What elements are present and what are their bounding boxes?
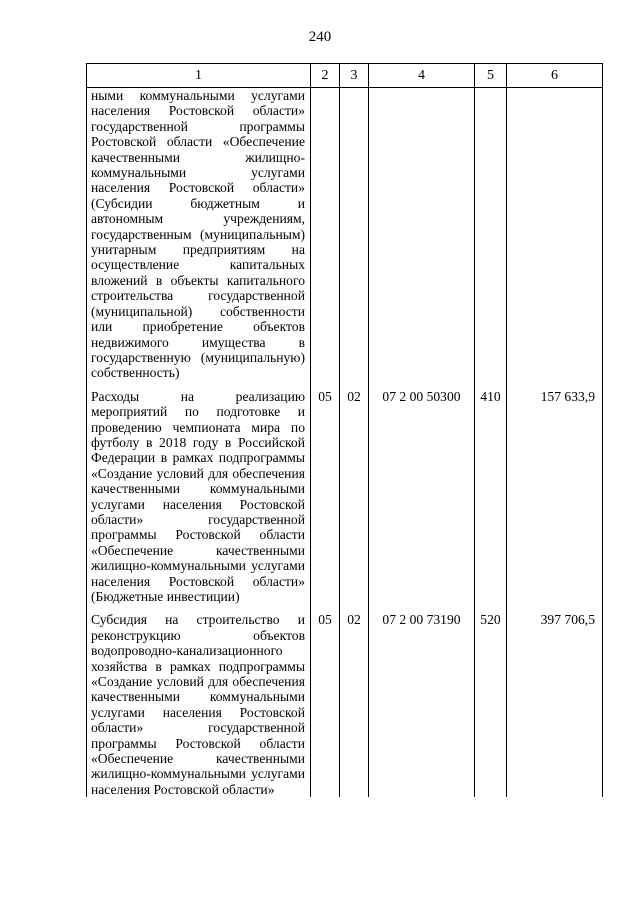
- table-row: [87, 381, 603, 605]
- row-amount: [507, 88, 603, 381]
- page-number: 240: [308, 29, 332, 45]
- header-col-1: 1: [87, 64, 311, 88]
- header-col-6: 6: [507, 64, 603, 88]
- row-expense-type: 520: [475, 604, 507, 797]
- header-col-4: 4: [369, 64, 475, 88]
- table-row: [87, 604, 603, 797]
- budget-table: [86, 63, 603, 797]
- row-expense-type: [475, 88, 507, 381]
- table-header-row: [87, 64, 603, 88]
- header-col-3: 3: [340, 64, 369, 88]
- row-description: ными коммунальными услугами населения Ростовской области» государственной программы Ростовской области «Обеспечение качественными жилищно-коммунальными услугами населения Ростовской области» (Субсидии бюджетным и автономным учреждениям, государственным (муниципальным) унитарным предприятиям на осуществление капитальных вложений в объекты капитального строительства государственной (муниципальной) собственности или приобретение объектов недвижимого имущества в государственную (муниципальную) собственность): [87, 88, 311, 381]
- row-target-code: 07 2 00 73190: [369, 604, 475, 797]
- table-row: [87, 88, 603, 381]
- row-subsection: 02: [340, 604, 369, 797]
- row-subsection: [340, 88, 369, 381]
- row-description: Расходы на реализацию мероприятий по подготовке и проведению чемпионата мира по футболу в 2018 году в Российской Федерации в рамках подпрограммы «Создание условий для обеспечения качественными коммунальными услугами населения Ростовской области» государственной программы Ростовской области «Обеспечение качественными жилищно-коммунальными услугами населения Ростовской области» (Бюджетные инвестиции): [87, 381, 311, 605]
- header-col-5: 5: [475, 64, 507, 88]
- row-target-code: 07 2 00 50300: [369, 381, 475, 605]
- row-expense-type: 410: [475, 381, 507, 605]
- row-amount: 397 706,5: [507, 604, 603, 797]
- row-section: 05: [311, 604, 340, 797]
- row-section: 05: [311, 381, 340, 605]
- row-amount: 157 633,9: [507, 381, 603, 605]
- row-target-code: [369, 88, 475, 381]
- row-subsection: 02: [340, 381, 369, 605]
- header-col-2: 2: [311, 64, 340, 88]
- row-description: Субсидия на строительство и реконструкцию объектов водопроводно-канализационного хозяйства в рамках подпрограммы «Создание условий для обеспечения качественными коммунальными услугами населения Ростовской области» государственной программы Ростовской области «Обеспечение качественными жилищно-коммунальными услугами населения Ростовской области»: [87, 604, 311, 797]
- row-section: [311, 88, 340, 381]
